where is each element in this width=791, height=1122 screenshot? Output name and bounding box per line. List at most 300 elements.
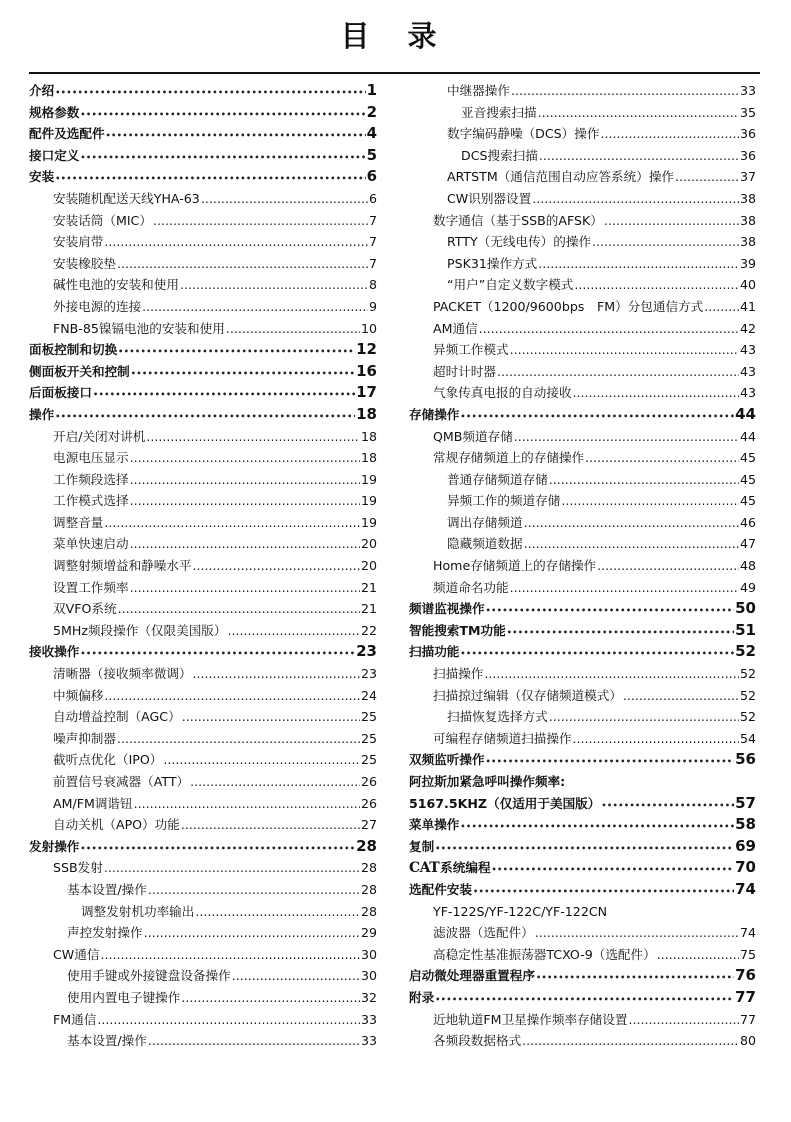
toc-entry[interactable] bbox=[409, 361, 756, 383]
toc-entry-title: 双频监听操作 bbox=[409, 752, 485, 768]
toc-section-entry[interactable] bbox=[29, 339, 377, 361]
toc-entry[interactable] bbox=[29, 598, 377, 620]
toc-section-entry[interactable] bbox=[409, 771, 756, 793]
dot-leader bbox=[148, 879, 360, 901]
toc-page-number: 75 bbox=[739, 946, 756, 962]
dot-leader bbox=[507, 620, 734, 642]
toc-entry-title: 气象传真电报的自动接收 bbox=[433, 385, 572, 401]
toc-entry-title: CW通信 bbox=[53, 946, 100, 962]
toc-page-number: 30 bbox=[360, 946, 377, 962]
toc-entry[interactable] bbox=[29, 210, 377, 232]
toc-page-number: 54 bbox=[739, 730, 756, 746]
toc-entry-title-text: 系统编程 bbox=[440, 860, 491, 876]
dot-leader bbox=[704, 296, 739, 318]
toc-entry[interactable] bbox=[29, 577, 377, 599]
toc-page-number: 52 bbox=[739, 666, 756, 682]
toc-entry-title: 异频工作模式 bbox=[433, 342, 509, 358]
toc-page-number: 19 bbox=[360, 514, 377, 530]
toc-entry[interactable] bbox=[29, 922, 377, 944]
toc-section-entry[interactable] bbox=[409, 749, 756, 771]
toc-page-number: 25 bbox=[360, 752, 377, 768]
toc-page-number: 4 bbox=[366, 124, 377, 143]
dot-leader bbox=[55, 404, 355, 426]
toc-entry-title: RTTY（无线电传）的操作 bbox=[447, 234, 592, 250]
dot-leader bbox=[163, 749, 360, 771]
dot-leader bbox=[144, 922, 360, 944]
toc-section-entry[interactable] bbox=[29, 102, 377, 124]
toc-entry[interactable] bbox=[409, 102, 756, 124]
toc-entry-title: 工作频段选择 bbox=[53, 471, 129, 487]
toc-entry[interactable] bbox=[29, 512, 377, 534]
dot-leader bbox=[675, 166, 739, 188]
toc-section-entry[interactable] bbox=[409, 987, 756, 1009]
toc-entry[interactable] bbox=[29, 426, 377, 448]
cat-logo: CAT bbox=[409, 860, 440, 877]
toc-page-number: 52 bbox=[735, 642, 756, 661]
dot-leader bbox=[104, 685, 360, 707]
toc-entry[interactable] bbox=[29, 965, 377, 987]
dot-leader bbox=[195, 901, 360, 923]
toc-entry-title: 前置信号衰减器（ATT） bbox=[53, 774, 190, 789]
toc-page-number: 77 bbox=[739, 1011, 756, 1027]
toc-entry-title: 高稳定性基准振荡器TCXO-9（选配件） bbox=[433, 946, 656, 962]
toc-entry-title: QMB频道存储 bbox=[433, 428, 513, 444]
toc-page-number: 46 bbox=[739, 514, 756, 530]
toc-entry[interactable] bbox=[29, 253, 377, 275]
toc-entry[interactable] bbox=[409, 728, 756, 750]
toc-page-number: 12 bbox=[356, 340, 377, 359]
toc-page-number: 18 bbox=[356, 404, 377, 423]
toc-entry-title: 配件及选配件 bbox=[29, 126, 105, 142]
dot-leader bbox=[628, 1009, 739, 1031]
toc-entry-title: 数字编码静噪（DCS）操作 bbox=[447, 126, 600, 142]
toc-entry[interactable] bbox=[409, 339, 756, 361]
toc-page-number: 33 bbox=[360, 1011, 377, 1027]
toc-entry[interactable] bbox=[409, 80, 756, 102]
toc-entry-title: 安装 bbox=[29, 169, 55, 185]
toc-entry[interactable] bbox=[29, 318, 377, 340]
dot-leader bbox=[193, 663, 360, 685]
toc-entry-title: 调整发射机功率输出 bbox=[81, 903, 195, 919]
toc-entry-title: 调出存储频道 bbox=[447, 514, 523, 530]
toc-entry-title: 使用手键或外接键盘设备操作 bbox=[67, 968, 231, 984]
toc-page-number: 7 bbox=[368, 255, 377, 271]
toc-entry-title: 扫描恢复选择方式 bbox=[447, 709, 548, 725]
toc-entry[interactable] bbox=[409, 188, 756, 210]
toc-entry[interactable] bbox=[29, 706, 377, 728]
dot-leader bbox=[180, 274, 368, 296]
dot-leader bbox=[80, 836, 355, 858]
toc-page-number: 26 bbox=[360, 795, 377, 811]
dot-leader bbox=[131, 361, 355, 383]
toc-page-number: 76 bbox=[735, 966, 756, 985]
toc-entry[interactable] bbox=[29, 533, 377, 555]
dot-leader bbox=[118, 598, 360, 620]
toc-page-number: 1 bbox=[366, 81, 377, 99]
dot-leader bbox=[532, 188, 739, 210]
toc-entry-title: 接收操作 bbox=[29, 644, 80, 660]
toc-page-number: 45 bbox=[739, 471, 756, 487]
toc-page-number: 44 bbox=[735, 404, 756, 423]
dot-leader bbox=[228, 620, 360, 642]
toc-entry-title: 面板控制和切换 bbox=[29, 342, 118, 358]
dot-leader bbox=[117, 728, 360, 750]
toc-entry-title: Home存储频道上的存储操作 bbox=[433, 558, 597, 574]
toc-entry-title: 扫描掠过编辑（仅存储频道模式） bbox=[433, 687, 622, 703]
page-title: 目 录 bbox=[340, 19, 451, 53]
toc-section-entry[interactable] bbox=[409, 857, 756, 879]
toc-page-number: 70 bbox=[735, 858, 756, 877]
toc-page-number: 17 bbox=[356, 383, 377, 402]
toc-entry-title: 后面板接口 bbox=[29, 385, 92, 401]
toc-entry-title: 调整射频增益和静噪水平 bbox=[53, 558, 192, 574]
toc-entry-title: 启动微处理器重置程序 bbox=[409, 968, 535, 984]
dot-leader bbox=[80, 102, 365, 124]
toc-section-entry[interactable] bbox=[409, 404, 756, 426]
toc-section-entry[interactable] bbox=[29, 836, 377, 858]
toc-entry[interactable] bbox=[409, 426, 756, 448]
toc-page-number: 19 bbox=[360, 493, 377, 509]
dot-leader bbox=[574, 274, 739, 296]
toc-section-entry[interactable] bbox=[29, 382, 377, 404]
toc-page-number: 29 bbox=[360, 925, 377, 941]
toc-section-entry[interactable] bbox=[29, 404, 377, 426]
toc-column-left bbox=[29, 80, 377, 1052]
toc-entry-title: 常规存储频道上的存储操作 bbox=[433, 450, 585, 466]
toc-entry-title: 中频偏移 bbox=[53, 687, 104, 703]
toc-section-entry[interactable] bbox=[29, 166, 377, 188]
dot-leader bbox=[600, 123, 739, 145]
dot-leader bbox=[80, 641, 355, 663]
toc-entry-title: 数字通信（基于SSB的AFSK） bbox=[433, 212, 603, 228]
toc-entry-title: 安装肩带 bbox=[53, 234, 104, 250]
toc-page-number: 50 bbox=[735, 599, 756, 618]
dot-leader bbox=[104, 512, 360, 534]
title-divider bbox=[29, 72, 760, 74]
toc-page-number: 38 bbox=[739, 212, 756, 228]
toc-page-number: 33 bbox=[360, 1033, 377, 1049]
toc-entry-title: 扫描操作 bbox=[433, 666, 484, 682]
toc-entry[interactable] bbox=[409, 318, 756, 340]
toc-entry[interactable] bbox=[409, 533, 756, 555]
dot-leader bbox=[106, 123, 366, 145]
toc-entry-title: 开启/关闭对讲机 bbox=[53, 428, 146, 444]
toc-entry-title: 调整音量 bbox=[53, 514, 104, 530]
toc-entry[interactable] bbox=[409, 555, 756, 577]
toc-page-number: 43 bbox=[739, 342, 756, 358]
toc-entry-title: 设置工作频率 bbox=[53, 579, 129, 595]
toc-entry-title: PSK31操作方式 bbox=[447, 255, 538, 271]
toc-page-number: 27 bbox=[360, 817, 377, 833]
toc-section-entry[interactable] bbox=[409, 879, 756, 901]
toc-entry[interactable] bbox=[29, 1030, 377, 1052]
toc-page-number: 36 bbox=[739, 147, 756, 163]
toc-entry-title: AM通信 bbox=[433, 320, 478, 336]
toc-page-number: 42 bbox=[739, 320, 756, 336]
toc-page-number: 7 bbox=[368, 212, 377, 228]
toc-page-number: 52 bbox=[739, 709, 756, 725]
toc-page-number: 5 bbox=[366, 145, 377, 164]
toc-page-number: 40 bbox=[739, 277, 756, 293]
toc-entry[interactable] bbox=[29, 620, 377, 642]
toc-entry[interactable] bbox=[409, 663, 756, 685]
toc-entry[interactable] bbox=[29, 447, 377, 469]
dot-leader bbox=[146, 426, 360, 448]
toc-section-entry[interactable] bbox=[409, 814, 756, 836]
toc-entry[interactable] bbox=[409, 231, 756, 253]
dot-leader bbox=[486, 749, 735, 771]
toc-entry[interactable] bbox=[29, 231, 377, 253]
toc-page-number: 7 bbox=[368, 234, 377, 250]
toc-page-number: 16 bbox=[356, 361, 377, 380]
toc-entry[interactable] bbox=[29, 555, 377, 577]
toc-page-number: 80 bbox=[739, 1033, 756, 1049]
toc-entry[interactable] bbox=[409, 706, 756, 728]
toc-page-number: 45 bbox=[739, 450, 756, 466]
toc-page-number: 69 bbox=[735, 836, 756, 855]
toc-entry[interactable] bbox=[409, 253, 756, 275]
toc-entry[interactable] bbox=[29, 749, 377, 771]
dot-leader bbox=[201, 188, 368, 210]
toc-page-number: 10 bbox=[360, 320, 377, 336]
dot-leader bbox=[460, 641, 734, 663]
toc-entry[interactable] bbox=[29, 274, 377, 296]
toc-entry[interactable] bbox=[409, 296, 756, 318]
toc-page-number: 20 bbox=[360, 558, 377, 574]
toc-entry[interactable] bbox=[29, 879, 377, 901]
toc-page-number: 2 bbox=[366, 102, 377, 121]
toc-entry[interactable] bbox=[29, 814, 377, 836]
toc-entry-title: ARTSTM（通信范围自动应答系统）操作 bbox=[447, 169, 675, 185]
toc-entry-title: 菜单操作 bbox=[409, 817, 460, 833]
dot-leader bbox=[93, 382, 355, 404]
toc-entry-title: 自动增益控制（AGC） bbox=[53, 709, 181, 725]
toc-entry-title: 隐藏频道数据 bbox=[447, 536, 523, 552]
toc-page-number: 8 bbox=[368, 277, 377, 293]
toc-page-number: 74 bbox=[739, 925, 756, 941]
toc-page-number: 41 bbox=[739, 298, 756, 314]
dot-leader bbox=[435, 836, 734, 858]
toc-page-number: 38 bbox=[739, 234, 756, 250]
toc-entry[interactable] bbox=[409, 922, 756, 944]
dot-leader bbox=[536, 965, 734, 987]
toc-entry-title: 碱性电池的安装和使用 bbox=[53, 277, 179, 293]
dot-leader bbox=[193, 555, 360, 577]
toc-page-number: 23 bbox=[360, 666, 377, 682]
toc-entry-title bbox=[409, 857, 491, 879]
toc-entry-title: DCS搜索扫描 bbox=[461, 147, 538, 163]
dot-leader bbox=[190, 771, 360, 793]
toc-entry-title: 选配件安装 bbox=[409, 881, 472, 897]
toc-entry-title: 近地轨道FM卫星操作频率存储设置 bbox=[433, 1011, 628, 1027]
toc-section-entry[interactable] bbox=[29, 641, 377, 663]
toc-page-number: 49 bbox=[739, 579, 756, 595]
toc-section-entry[interactable] bbox=[409, 641, 756, 663]
dot-leader bbox=[514, 426, 739, 448]
dot-leader bbox=[486, 598, 735, 620]
toc-entry-title: 各频段数据格式 bbox=[433, 1033, 522, 1049]
toc-entry-title: “用户”自定义数字模式 bbox=[447, 277, 574, 293]
toc-entry[interactable] bbox=[409, 469, 756, 491]
dot-leader bbox=[100, 944, 360, 966]
toc-page-number: 32 bbox=[360, 989, 377, 1005]
dot-leader bbox=[597, 555, 739, 577]
toc-entry-title: 滤波器（选配件） bbox=[433, 925, 534, 941]
toc-page-number: 24 bbox=[360, 687, 377, 703]
toc-entry[interactable] bbox=[29, 685, 377, 707]
toc-entry-title: 中继器操作 bbox=[447, 83, 510, 98]
toc-page-number: 47 bbox=[739, 536, 756, 552]
dot-leader bbox=[130, 469, 360, 491]
toc-page-number: 43 bbox=[739, 385, 756, 401]
toc-entry[interactable] bbox=[409, 512, 756, 534]
toc-page-number: 51 bbox=[735, 620, 756, 639]
dot-leader bbox=[592, 231, 739, 253]
toc-entry-title: 外接电源的连接 bbox=[53, 298, 142, 314]
toc-section-entry[interactable] bbox=[29, 361, 377, 383]
dot-leader bbox=[623, 685, 739, 707]
dot-leader bbox=[232, 965, 360, 987]
toc-page-number: 48 bbox=[739, 558, 756, 574]
toc-page-number: 25 bbox=[360, 730, 377, 746]
toc-page-number: 28 bbox=[360, 903, 377, 919]
toc-entry-title: SSB发射 bbox=[53, 860, 103, 876]
dot-leader bbox=[484, 663, 739, 685]
toc-entry[interactable] bbox=[29, 944, 377, 966]
dot-leader bbox=[549, 469, 739, 491]
toc-entry-title: 工作模式选择 bbox=[53, 493, 129, 509]
toc-section-entry[interactable] bbox=[409, 793, 756, 815]
toc-page-number: 28 bbox=[360, 860, 377, 876]
toc-entry-title: 菜单快速启动 bbox=[53, 536, 129, 552]
toc-entry-title: 侧面板开关和控制 bbox=[29, 363, 130, 379]
dot-leader bbox=[55, 166, 365, 188]
dot-leader bbox=[104, 231, 368, 253]
dot-leader bbox=[473, 879, 734, 901]
toc-entry-title: 噪声抑制器 bbox=[53, 730, 116, 746]
dot-leader bbox=[538, 253, 739, 275]
toc-entry[interactable] bbox=[29, 987, 377, 1009]
toc-entry-title: 自动关机（APO）功能 bbox=[53, 817, 180, 833]
toc-section-entry[interactable] bbox=[409, 965, 756, 987]
toc-page-number: 25 bbox=[360, 709, 377, 725]
dot-leader bbox=[604, 210, 739, 232]
toc-entry-title: 智能搜索TM功能 bbox=[409, 622, 506, 638]
toc-entry[interactable] bbox=[409, 123, 756, 145]
toc-entry-title: 基本设置/操作 bbox=[67, 1033, 147, 1049]
dot-leader bbox=[130, 533, 360, 555]
toc-entry[interactable] bbox=[409, 490, 756, 512]
toc-entry-title: FNB-85镍镉电池的安装和使用 bbox=[53, 320, 225, 336]
toc-page-number: 28 bbox=[356, 836, 377, 855]
dot-leader bbox=[460, 404, 734, 426]
dot-leader bbox=[657, 944, 739, 966]
toc-section-entry[interactable] bbox=[409, 836, 756, 858]
toc-entry-title: YF-122S/YF-122C/YF-122CN bbox=[433, 903, 608, 919]
toc-entry[interactable] bbox=[29, 728, 377, 750]
toc-entry[interactable] bbox=[29, 663, 377, 685]
dot-leader bbox=[510, 577, 739, 599]
toc-entry-title: 异频工作的频道存储 bbox=[447, 493, 561, 509]
toc-entry-title: FM通信 bbox=[53, 1011, 97, 1027]
toc-entry[interactable] bbox=[409, 901, 756, 923]
toc-entry[interactable] bbox=[409, 166, 756, 188]
toc-entry[interactable] bbox=[409, 274, 756, 296]
toc-entry[interactable] bbox=[29, 901, 377, 923]
toc-entry-title: 存储操作 bbox=[409, 406, 460, 422]
toc-section-entry[interactable] bbox=[409, 620, 756, 642]
toc-page-number: 52 bbox=[739, 687, 756, 703]
toc-entry[interactable] bbox=[409, 145, 756, 167]
toc-entry-title: 介绍 bbox=[29, 83, 55, 98]
dot-leader bbox=[479, 318, 739, 340]
dot-leader bbox=[130, 577, 360, 599]
toc-entry-title: 阿拉斯加紧急呼叫操作频率: bbox=[409, 774, 566, 789]
toc-entry[interactable] bbox=[29, 857, 377, 879]
toc-section-entry[interactable] bbox=[409, 598, 756, 620]
toc-entry[interactable] bbox=[29, 188, 377, 210]
toc-entry[interactable] bbox=[29, 771, 377, 793]
toc-entry[interactable] bbox=[409, 1009, 756, 1031]
dot-leader bbox=[153, 210, 368, 232]
toc-entry[interactable] bbox=[29, 296, 377, 318]
toc-page-number: 19 bbox=[360, 471, 377, 487]
toc-section-entry[interactable] bbox=[29, 145, 377, 167]
toc-entry[interactable] bbox=[409, 447, 756, 469]
toc-entry-title: 附录 bbox=[409, 989, 435, 1005]
toc-entry[interactable] bbox=[409, 944, 756, 966]
toc-page-number: 9 bbox=[368, 298, 377, 314]
toc-section-entry[interactable] bbox=[29, 123, 377, 145]
dot-leader bbox=[148, 1030, 360, 1052]
toc-entry[interactable] bbox=[409, 577, 756, 599]
dot-leader bbox=[492, 857, 735, 879]
toc-page-number: 33 bbox=[739, 83, 756, 98]
dot-leader bbox=[226, 318, 360, 340]
dot-leader bbox=[134, 793, 360, 815]
toc-entry-title: 电源电压显示 bbox=[53, 450, 129, 466]
toc-page-number: 43 bbox=[739, 363, 756, 379]
dot-leader bbox=[549, 706, 739, 728]
toc-section-entry[interactable] bbox=[29, 80, 377, 102]
dot-leader bbox=[539, 145, 739, 167]
toc-page-number: 22 bbox=[360, 622, 377, 638]
toc-entry-title: 可编程存储频道扫描操作 bbox=[433, 730, 572, 746]
toc-entry[interactable] bbox=[409, 1030, 756, 1052]
toc-entry-title: AM/FM调谐钮 bbox=[53, 795, 133, 811]
toc-entry[interactable] bbox=[409, 382, 756, 404]
dot-leader bbox=[511, 80, 739, 102]
toc-page-number: 57 bbox=[735, 793, 756, 812]
toc-entry[interactable] bbox=[29, 490, 377, 512]
dot-leader bbox=[118, 339, 355, 361]
dot-leader bbox=[585, 447, 739, 469]
toc-entry[interactable] bbox=[29, 1009, 377, 1031]
toc-entry-title: 使用内置电子键操作 bbox=[67, 989, 181, 1005]
dot-leader bbox=[561, 490, 739, 512]
toc-page-number: 38 bbox=[739, 190, 756, 206]
toc-entry[interactable] bbox=[409, 685, 756, 707]
toc-page-number: 20 bbox=[360, 536, 377, 552]
toc-page-number: 28 bbox=[360, 881, 377, 897]
toc-entry-title: PACKET（1200/9600bps FM）分包通信方式 bbox=[433, 298, 704, 314]
toc-entry-title: 频谱监视操作 bbox=[409, 601, 485, 617]
toc-entry[interactable] bbox=[409, 210, 756, 232]
toc-column-right bbox=[409, 80, 756, 1052]
toc-entry[interactable] bbox=[29, 793, 377, 815]
toc-entry-title: 规格参数 bbox=[29, 104, 80, 120]
toc-entry[interactable] bbox=[29, 469, 377, 491]
